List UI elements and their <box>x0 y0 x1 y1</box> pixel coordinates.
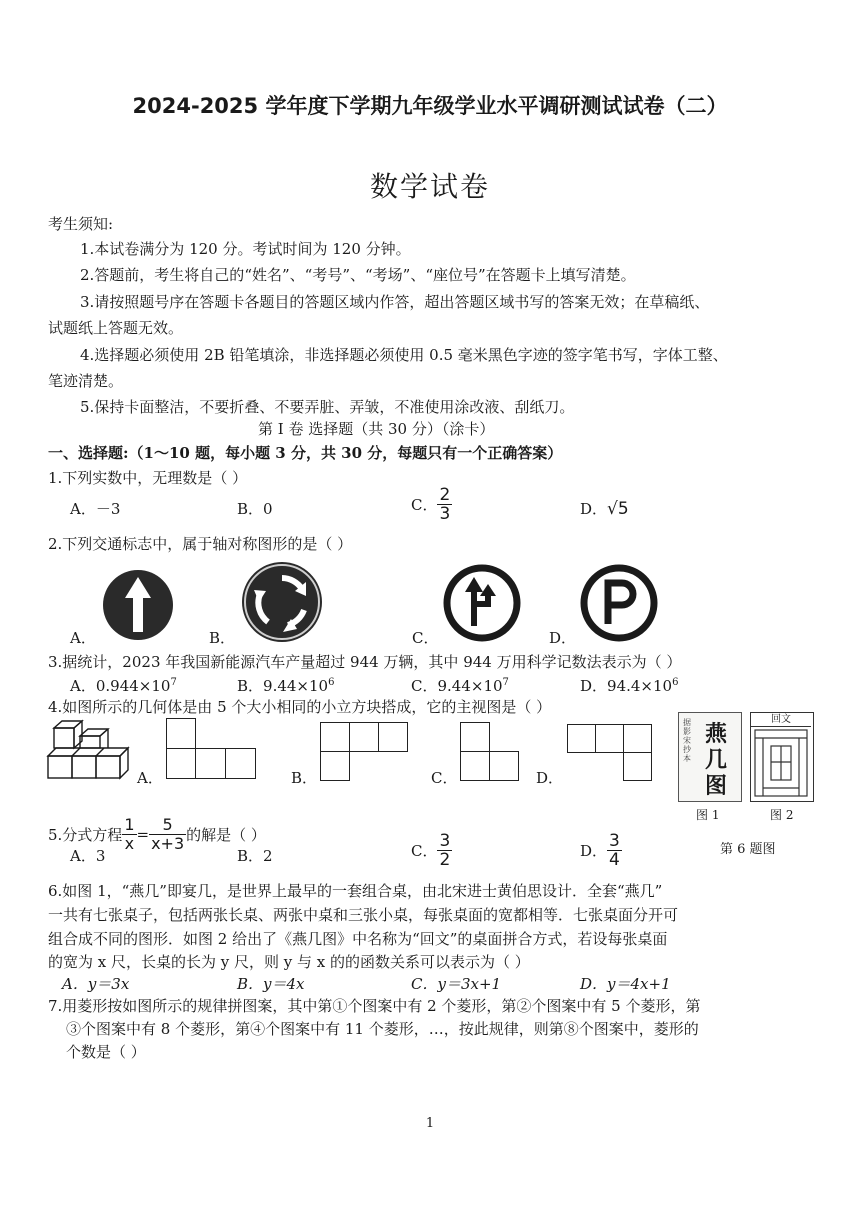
q2-option-a: A． <box>70 629 96 647</box>
q6-option-d: D．y＝4x+1 <box>580 975 671 993</box>
cube-solid-figure <box>44 718 140 782</box>
q3-option-c <box>411 675 509 696</box>
q4-c-cell <box>460 722 490 752</box>
q6-option-b: B．y＝4x <box>237 975 305 993</box>
volume-heading: 第 I 卷 选择题（共 30 分）（涂卡） <box>258 420 495 438</box>
notice-item-5: 5.保持卡面整洁，不要折叠、不要弄脏、弄皱，不准使用涂改液、刮纸刀。 <box>80 398 575 416</box>
q7-line-3: 个数是（ ） <box>66 1043 146 1061</box>
notice-item-1: 1.本试卷满分为 120 分。考试时间为 120 分钟。 <box>80 240 411 258</box>
q5-option-a: A．3 <box>70 847 106 865</box>
q4-d-cell <box>623 724 652 753</box>
q6-option-c: C．y＝3x+1 <box>411 975 502 993</box>
notice-item-4-cont: 笔迹清楚。 <box>48 372 124 390</box>
q4-stem: 4.如图所示的几何体是由 5 个大小相同的小立方块搭成，它的主视图是（ ） <box>48 698 552 716</box>
straight-or-right-turn-sign-icon <box>443 564 521 642</box>
huiwen-table-layout <box>751 726 811 800</box>
section-heading: 一、选择题:（1～10 题，每小题 3 分，共 30 分，每题只有一个正确答案） <box>48 444 563 462</box>
q3-option-a <box>70 675 177 696</box>
q5-option-d-label: D． <box>580 842 608 860</box>
q1-stem: 1.下列实数中，无理数是（ ） <box>48 469 248 487</box>
q1-option-a: A．－3 <box>70 500 121 518</box>
q1-option-d-value: √5 <box>607 499 629 519</box>
page-title: 数学试卷 <box>369 170 490 203</box>
q5-option-d <box>580 832 622 869</box>
figure-2-caption: 图 2 <box>770 808 794 822</box>
q4-b-cell <box>349 722 379 752</box>
cover-side-text: 据影宋抄本 <box>683 718 691 763</box>
fraction-numerator: 1 <box>124 815 135 834</box>
parking-sign-icon <box>580 564 658 642</box>
q4-b-cell <box>378 722 408 752</box>
q3-option-a-base: A．0.944×10 <box>70 677 171 695</box>
exponent: 6 <box>672 677 679 688</box>
fraction-denominator: x <box>124 834 135 853</box>
q4-b-cell <box>320 751 350 781</box>
q3-option-b <box>237 675 334 696</box>
exam-title: 2024-2025 学年度下学期九年级学业水平调研测试试卷（二） <box>132 94 728 118</box>
q3-option-c-base: C．9.44×10 <box>411 677 503 695</box>
q4-b-cell <box>320 722 350 752</box>
fraction-denominator: 2 <box>439 850 451 870</box>
q4-a-cell <box>166 748 196 779</box>
q5-option-d-fraction <box>607 832 622 869</box>
huiwen-diagram <box>750 712 814 802</box>
q3-stem: 3.据统计，2023 年我国新能源汽车产量超过 944 万辆，其中 944 万用科学记数法表示为（ ） <box>48 653 682 671</box>
q4-a-cell <box>166 718 196 749</box>
q5-option-b: B．2 <box>237 847 273 865</box>
q2-option-c: C． <box>412 629 439 647</box>
up-arrow-sign-icon <box>100 568 176 642</box>
q4-d-cell <box>567 724 596 753</box>
q1-option-b: B．0 <box>237 500 273 518</box>
q5-option-c-label: C． <box>411 842 438 860</box>
fraction-denominator: 4 <box>609 850 620 870</box>
fraction-denominator: 3 <box>439 504 451 524</box>
q3-option-d <box>580 675 678 696</box>
q4-option-b: B． <box>291 769 318 787</box>
fraction-numerator: 5 <box>149 816 186 835</box>
q5-option-c <box>411 832 452 869</box>
fraction-denominator: x+3 <box>151 834 185 853</box>
q6-line-3: 组合成不同的图形．如图 2 给出了《燕几图》中名称为“回文”的桌面拼合方式，若设每张桌面 <box>48 930 668 948</box>
q1-option-c <box>411 486 452 523</box>
yanji-book-cover-image <box>678 712 742 802</box>
q2-option-b: B． <box>209 629 236 647</box>
q1-option-d-label: D． <box>580 500 608 518</box>
exponent: 7 <box>170 677 177 688</box>
q4-d-cell <box>595 724 624 753</box>
q4-c-cell <box>489 751 519 781</box>
q6-option-a: A．y＝3x <box>62 975 130 993</box>
q4-option-c: C． <box>431 769 458 787</box>
q6-line-1: 6.如图 1，“燕几”即宴几，是世界上最早的一套组合桌，由北宋进士黄伯思设计．全套“燕几” <box>48 882 663 900</box>
q1-option-c-fraction <box>437 486 452 523</box>
q6-line-2: 一共有七张桌子，包括两张长桌、两张中桌和三张小桌，每张桌面的宽都相等．七张桌面分开可 <box>48 906 679 924</box>
q3-option-d-base: D．94.4×10 <box>580 677 673 695</box>
q4-a-cell <box>225 748 256 779</box>
q5-option-c-fraction <box>437 832 452 869</box>
q7-line-2: ③个图案中有 8 个菱形，第④个图案中有 11 个菱形，…，按此规律，则第⑧个图案中，菱形的 <box>66 1020 699 1038</box>
fraction-numerator: 2 <box>439 485 451 505</box>
q2-stem: 2.下列交通标志中，属于轴对称图形的是（ ） <box>48 535 353 553</box>
q4-d-cell <box>623 752 652 781</box>
q3-option-b-base: B．9.44×10 <box>237 677 329 695</box>
exponent: 7 <box>502 677 509 688</box>
fraction-numerator: 3 <box>609 831 620 851</box>
page-number: 1 <box>425 1116 435 1131</box>
roundabout-sign-icon <box>240 560 324 644</box>
q5-fraction-1 <box>122 816 136 853</box>
notice-item-2: 2.答题前，考生将自己的“姓名”、“考号”、“考场”、“座位号”在答题卡上填写清楚。 <box>80 266 636 284</box>
equals-sign: = <box>136 825 150 844</box>
q4-option-d: D． <box>536 769 564 787</box>
q5-fraction-2 <box>149 816 186 853</box>
q4-c-cell <box>460 751 490 781</box>
q2-option-d: D． <box>549 629 577 647</box>
exponent: 6 <box>328 677 335 688</box>
notice-item-4: 4.选择题必须使用 2B 铅笔填涂，非选择题必须使用 0.5 毫米黑色字迹的签字笔书写，字体工整、 <box>80 346 728 364</box>
q1-option-d <box>580 498 629 519</box>
notice-heading: 考生须知: <box>48 215 114 233</box>
fraction-numerator: 3 <box>439 831 451 851</box>
q4-a-cell <box>195 748 226 779</box>
figure-1-caption: 图 1 <box>696 808 720 822</box>
huiwen-title: 回文 <box>751 713 811 727</box>
q4-option-a: A． <box>137 769 163 787</box>
q1-option-c-label: C． <box>411 496 438 514</box>
notice-item-3-cont: 试题纸上答题无效。 <box>48 319 184 337</box>
notice-item-3: 3.请按照题号序在答题卡各题目的答题区域内作答，超出答题区域书写的答案无效；在草稿纸、 <box>80 293 710 311</box>
q5-stem-post: 的解是（ ） <box>186 826 266 844</box>
q7-line-1: 7.用菱形按如图所示的规律拼图案，其中第①个图案中有 2 个菱形，第②个图案中有 5 个菱形，第 <box>48 997 701 1015</box>
q6-line-4: 的宽为 x 尺，长桌的长为 y 尺，则 y 与 x 的的函数关系可以表示为（ ） <box>48 953 530 971</box>
q6-figure-caption: 第 6 题图 <box>720 842 776 857</box>
q5-stem-pre: 5.分式方程 <box>48 826 123 844</box>
cover-title-text: 燕 几 图 <box>704 721 727 799</box>
